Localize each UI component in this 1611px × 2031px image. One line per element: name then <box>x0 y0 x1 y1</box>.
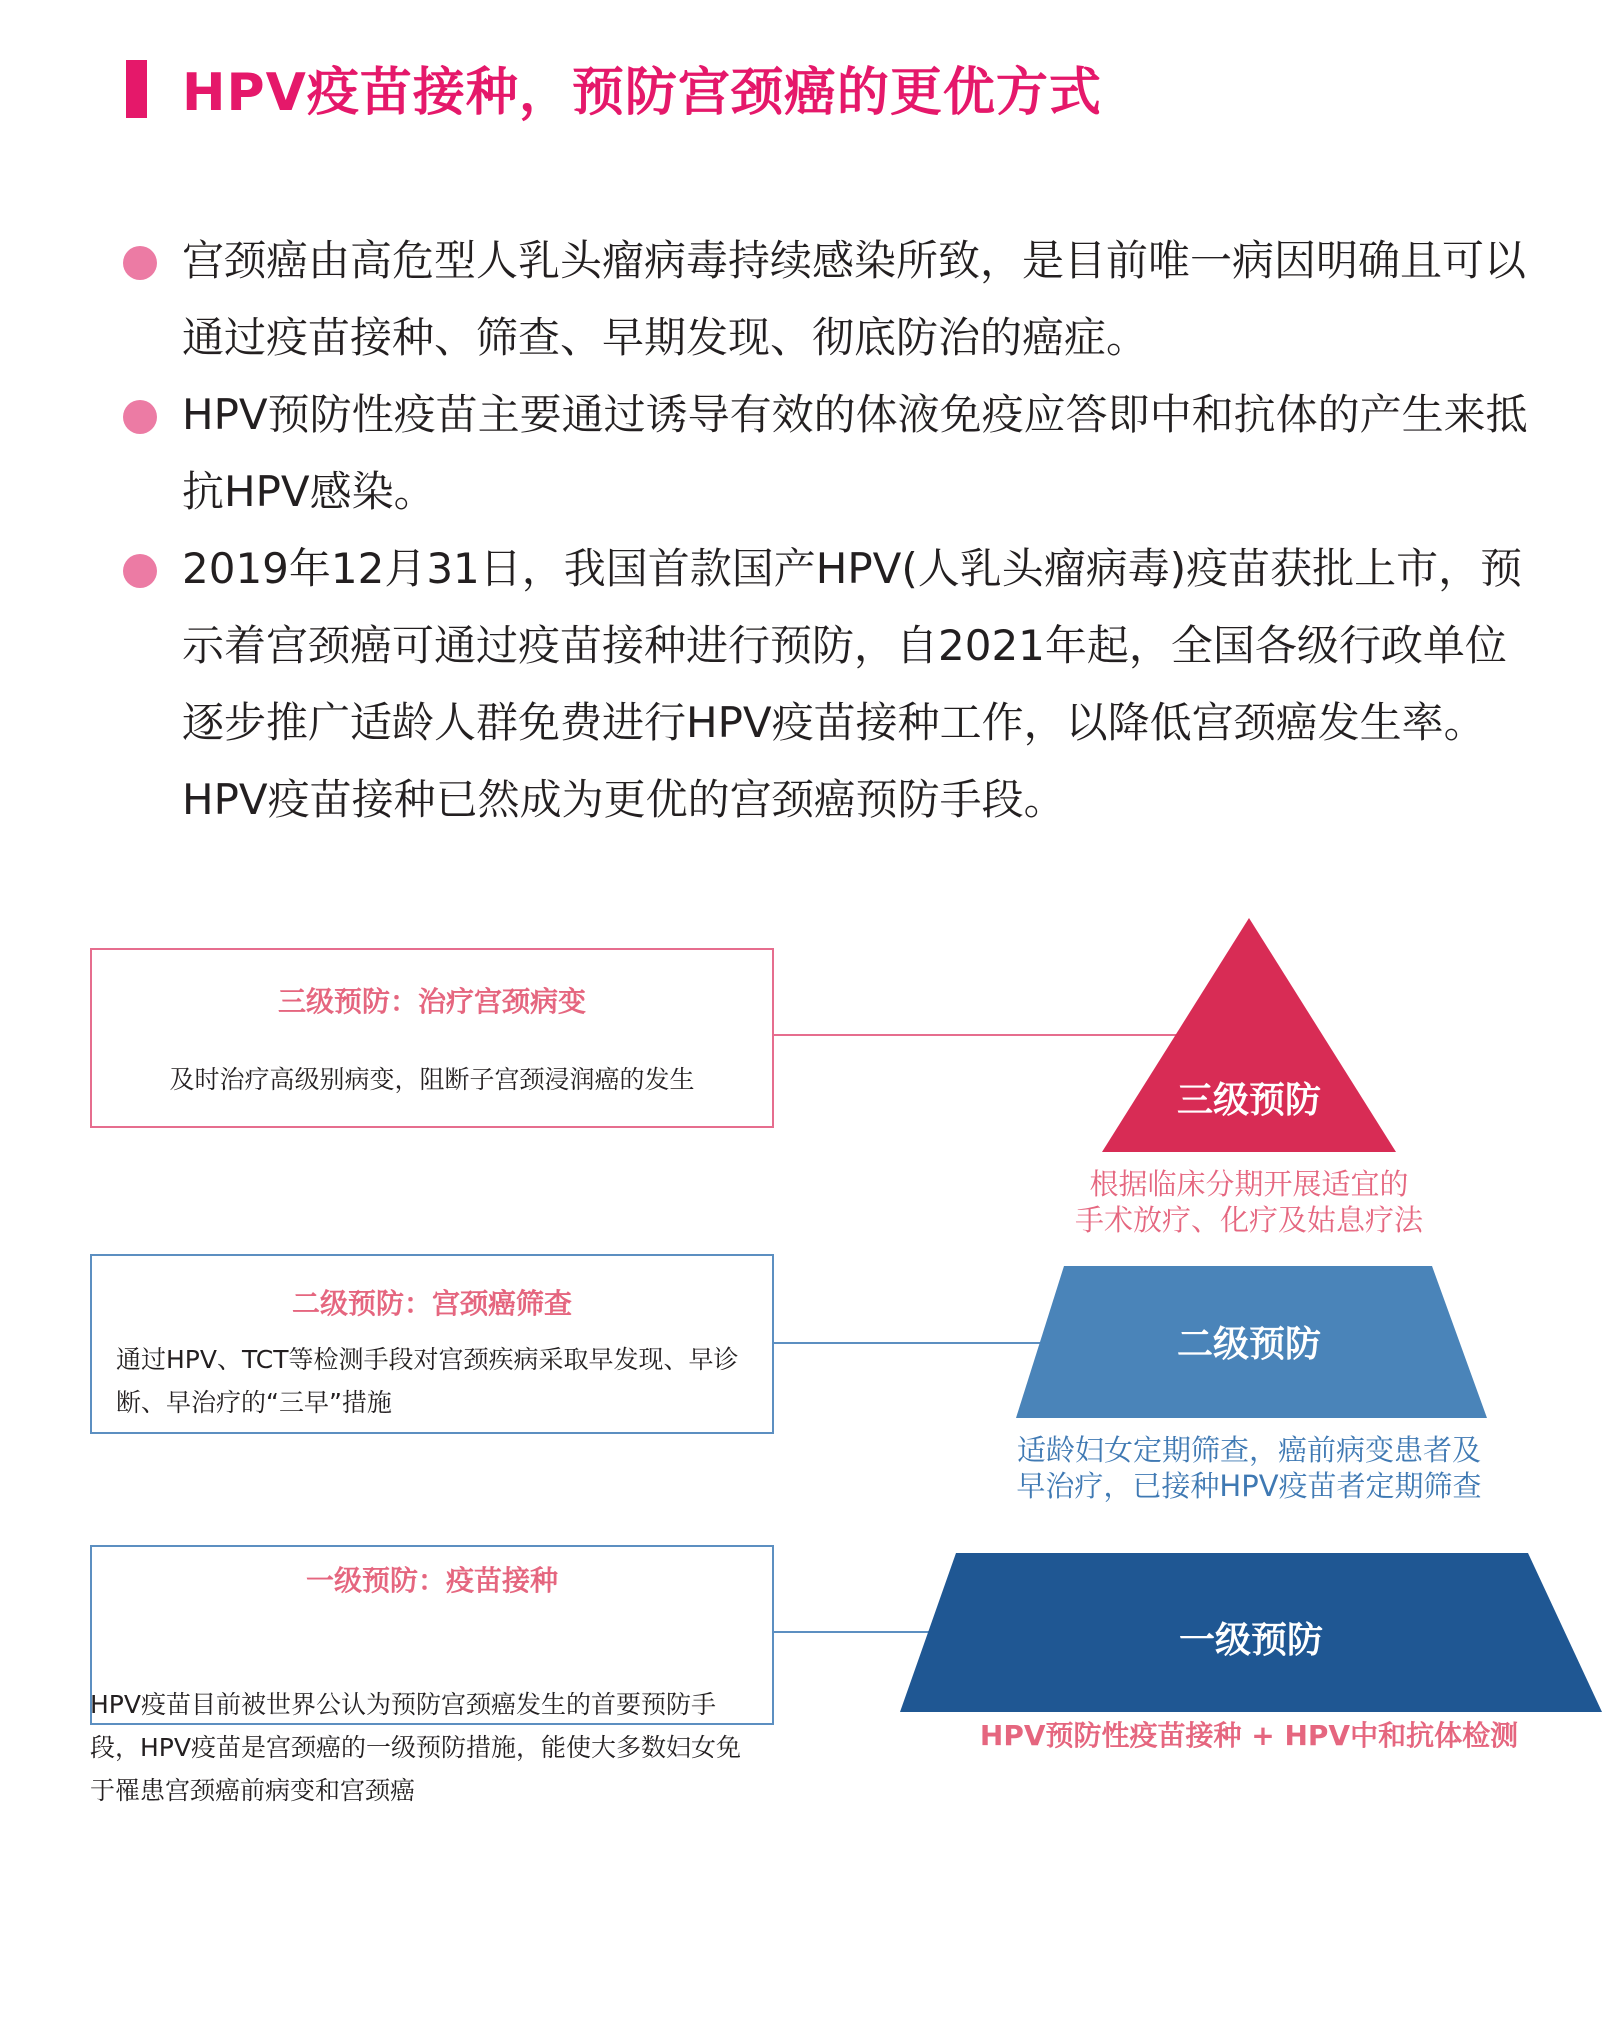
box-body: 及时治疗高级别病变，阻断子宫颈浸润癌的发生 <box>169 1065 695 1094</box>
desc-line: 手术放疗、化疗及姑息疗法 <box>1074 1203 1423 1237</box>
pyramid-label-secondary: 二级预防 <box>1176 1324 1321 1365</box>
pyramid-label-tertiary: 三级预防 <box>1176 1080 1321 1121</box>
desc-line: 根据临床分期开展适宜的 <box>1089 1167 1409 1201</box>
desc-line: HPV预防性疫苗接种 + HPV中和抗体检测 <box>979 1719 1519 1752</box>
desc-line: 适龄妇女定期筛查，癌前病变患者及 <box>1016 1433 1481 1467</box>
box-title: 一级预防：疫苗接种 <box>305 1564 558 1597</box>
bullet-text: HPV预防性疫苗主要通过诱导有效的体液免疫应答即中和抗体的产生来抵抗HPV感染。 <box>182 390 1528 516</box>
page-title: HPV疫苗接种，预防宫颈癌的更优方式 <box>182 63 1102 123</box>
bullet-text: 宫颈癌由高危型人乳头瘤病毒持续感染所致，是目前唯一病因明确且可以通过疫苗接种、筛查、早期发现、彻底防治的癌症。 <box>182 236 1527 362</box>
pyramid-desc-primary <box>959 1718 1539 1754</box>
primary-box-body: HPV疫苗目前被世界公认为预防宫颈癌发生的首要预防手段，HPV疫苗是宫颈癌的一级预防措施，能使大多数妇女免于罹患宫颈癌前病变和宫颈癌 <box>90 1690 741 1805</box>
pyramid-desc-tertiary <box>1049 1166 1449 1238</box>
desc-line: 早治疗，已接种HPV疫苗者定期筛查 <box>1016 1469 1482 1503</box>
box-title: 三级预防：治疗宫颈病变 <box>277 985 586 1018</box>
pyramid-desc-secondary <box>999 1432 1499 1504</box>
box-body: 通过HPV、TCT等检测手段对宫颈疾病采取早发现、早诊断、早治疗的“三早”措施 <box>116 1345 739 1417</box>
box-title: 二级预防：宫颈癌筛查 <box>291 1287 572 1320</box>
bullet-text: 2019年12月31日，我国首款国产HPV(人乳头瘤病毒)疫苗获批上市，预示着宫颈癌可通过疫苗接种进行预防，自2021年起，全国各级行政单位逐步推广适龄人群免费进行HPV疫苗接种工作，以降低宫颈癌发生率。HPV疫苗接种已然成为更优的宫颈癌预防手段。 <box>182 544 1523 824</box>
pyramid-label-primary: 一级预防 <box>1178 1620 1323 1661</box>
